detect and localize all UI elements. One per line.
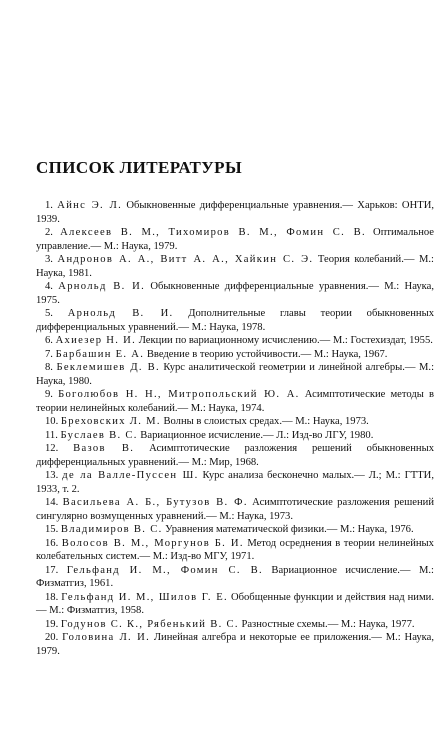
reference-text: Асимптотические методы в теории нелинейных колебаний.— М.: Наука, 1974. xyxy=(36,389,434,414)
reference-number: 6. xyxy=(45,335,53,346)
reference-authors: Гельфанд И. М., Фомин С. В. xyxy=(66,564,263,576)
reference-item xyxy=(36,564,434,591)
reference-authors: Алексеев В. М., Тихомиров В. М., Фомин С. В. xyxy=(60,227,366,238)
reference-item xyxy=(36,334,434,348)
reference-number: 5. xyxy=(45,308,53,319)
reference-item xyxy=(36,537,434,564)
reference-authors: Вазов В. xyxy=(73,443,135,454)
reference-item xyxy=(36,523,434,537)
reference-authors: Барбашин Е. А. xyxy=(55,348,145,360)
reference-text: Введение в теорию устойчивости.— М.: Наука, 1967. xyxy=(144,348,388,360)
reference-item xyxy=(36,348,434,362)
reference-number: 4. xyxy=(45,281,53,292)
reference-text: Волны в слоистых средах.— М.: Наука, 1973. xyxy=(160,416,369,427)
reference-number: 12. xyxy=(45,443,59,454)
reference-authors: Головина Л. И. xyxy=(62,632,151,643)
reference-item xyxy=(36,307,434,334)
reference-item xyxy=(36,361,434,388)
reference-text: Вариационное исчисление.— Л.: Изд-во ЛГУ, 1980. xyxy=(137,429,374,441)
reference-number: 20. xyxy=(45,632,59,643)
reference-number: 15. xyxy=(45,524,59,535)
reference-number: 11. xyxy=(45,429,58,441)
reference-authors: Гельфанд И. М., Шилов Г. Е. xyxy=(61,591,228,603)
reference-text: Асимптотические разложения решений обыкновенных дифференциальных уравнений.— М.: Мир, 1968. xyxy=(36,443,434,468)
reference-number: 9. xyxy=(45,389,53,400)
reference-number: 13. xyxy=(45,470,59,481)
reference-number: 2. xyxy=(45,227,53,238)
reference-text: Разностные схемы.— М.: Наука, 1977. xyxy=(238,618,415,630)
reference-item xyxy=(36,469,434,496)
reference-text: Дополнительные главы теории обыкновенных дифференциальных уравнений.— М.: Наука, 1978. xyxy=(36,308,434,333)
reference-text: Уравнения математической физики.— М.: Наука, 1976. xyxy=(162,524,414,535)
reference-authors: Беклемишев Д. В. xyxy=(56,362,160,373)
reference-list xyxy=(36,199,434,658)
reference-item xyxy=(36,429,434,443)
reference-authors: Васильева А. Б., Бутузов В. Ф. xyxy=(62,497,248,508)
reference-item xyxy=(36,388,434,415)
reference-item xyxy=(36,591,434,618)
reference-authors: Волосов В. М., Моргунов Б. И. xyxy=(61,537,244,549)
reference-number: 10. xyxy=(45,416,59,427)
reference-item xyxy=(36,496,434,523)
reference-item xyxy=(36,631,434,658)
reference-authors: Андронов А. А., Витт А. А., Хайкин С. Э. xyxy=(57,254,314,265)
reference-number: 17. xyxy=(45,564,59,576)
reference-number: 3. xyxy=(45,254,53,265)
reference-text: Обобщенные функции и действия над ними.— М.: Физматгиз, 1958. xyxy=(36,591,434,616)
reference-number: 8. xyxy=(45,362,53,373)
reference-item xyxy=(36,199,434,226)
reference-number: 16. xyxy=(45,537,59,549)
reference-authors: Боголюбов Н. Н., Митропольский Ю. А. xyxy=(58,389,300,400)
reference-authors: Бреховских Л. М. xyxy=(60,416,161,427)
reference-authors: Буслаев В. С. xyxy=(60,429,138,441)
reference-authors: Айнс Э. Л. xyxy=(57,200,123,211)
reference-authors: Ахиезер Н. И. xyxy=(55,335,137,346)
reference-authors: Арнольд В. И. xyxy=(58,281,146,292)
reference-text: Курс аналитической геометрии и линейной алгебры.— М.: Наука, 1980. xyxy=(36,362,435,387)
reference-item xyxy=(36,415,434,429)
reference-number: 7. xyxy=(45,348,53,360)
reference-text: Асимптотические разложения решений сингулярно возмущенных уравнений.— М.: Наука, 1973. xyxy=(36,497,434,522)
reference-number: 1. xyxy=(45,200,53,211)
reference-number: 14. xyxy=(45,497,59,508)
reference-text: Обыкновенные дифференциальные уравнения.— Харьков: ОНТИ, 1939. xyxy=(36,200,434,225)
reference-text: Вариационное исчисление.— М.: Физматгиз, 1961. xyxy=(36,564,434,589)
reference-item xyxy=(36,226,434,253)
reference-text: Лекции по вариационному исчислению.— М.: Гостехиздат, 1955. xyxy=(136,335,433,346)
reference-text: Линейная алгебра и некоторые ее приложения.— М.: Наука, 1979. xyxy=(36,632,434,657)
reference-number: 19. xyxy=(45,618,59,630)
reference-text: Обыкновенные дифференциальные уравнения.— М.: Наука, 1975. xyxy=(36,281,434,306)
reference-text: Оптимальное управление.— М.: Наука, 1979. xyxy=(36,227,434,252)
reference-authors: Арнольд В. И. xyxy=(67,308,174,319)
page-title: СПИСОК ЛИТЕРАТУРЫ xyxy=(36,158,243,177)
reference-authors: Владимиров В. С. xyxy=(60,524,163,535)
reference-item xyxy=(36,618,434,632)
reference-number: 18. xyxy=(45,591,59,603)
reference-authors: де ла Валле-Пуссен Ш. xyxy=(62,470,199,481)
reference-text: Курс анализа бесконечно малых.— Л.; М.: ГТТИ, 1933, т. 2. xyxy=(36,470,434,495)
reference-text: Метод осреднения в теории нелинейных колебательных систем.— М.: Изд-во МГУ, 1971. xyxy=(36,537,434,562)
reference-item xyxy=(36,253,434,280)
reference-text: Теория колебаний.— М.: Наука, 1981. xyxy=(36,254,435,279)
reference-item xyxy=(36,280,434,307)
reference-item xyxy=(36,442,434,469)
reference-authors: Годунов С. К., Рябенький В. С. xyxy=(60,618,239,630)
